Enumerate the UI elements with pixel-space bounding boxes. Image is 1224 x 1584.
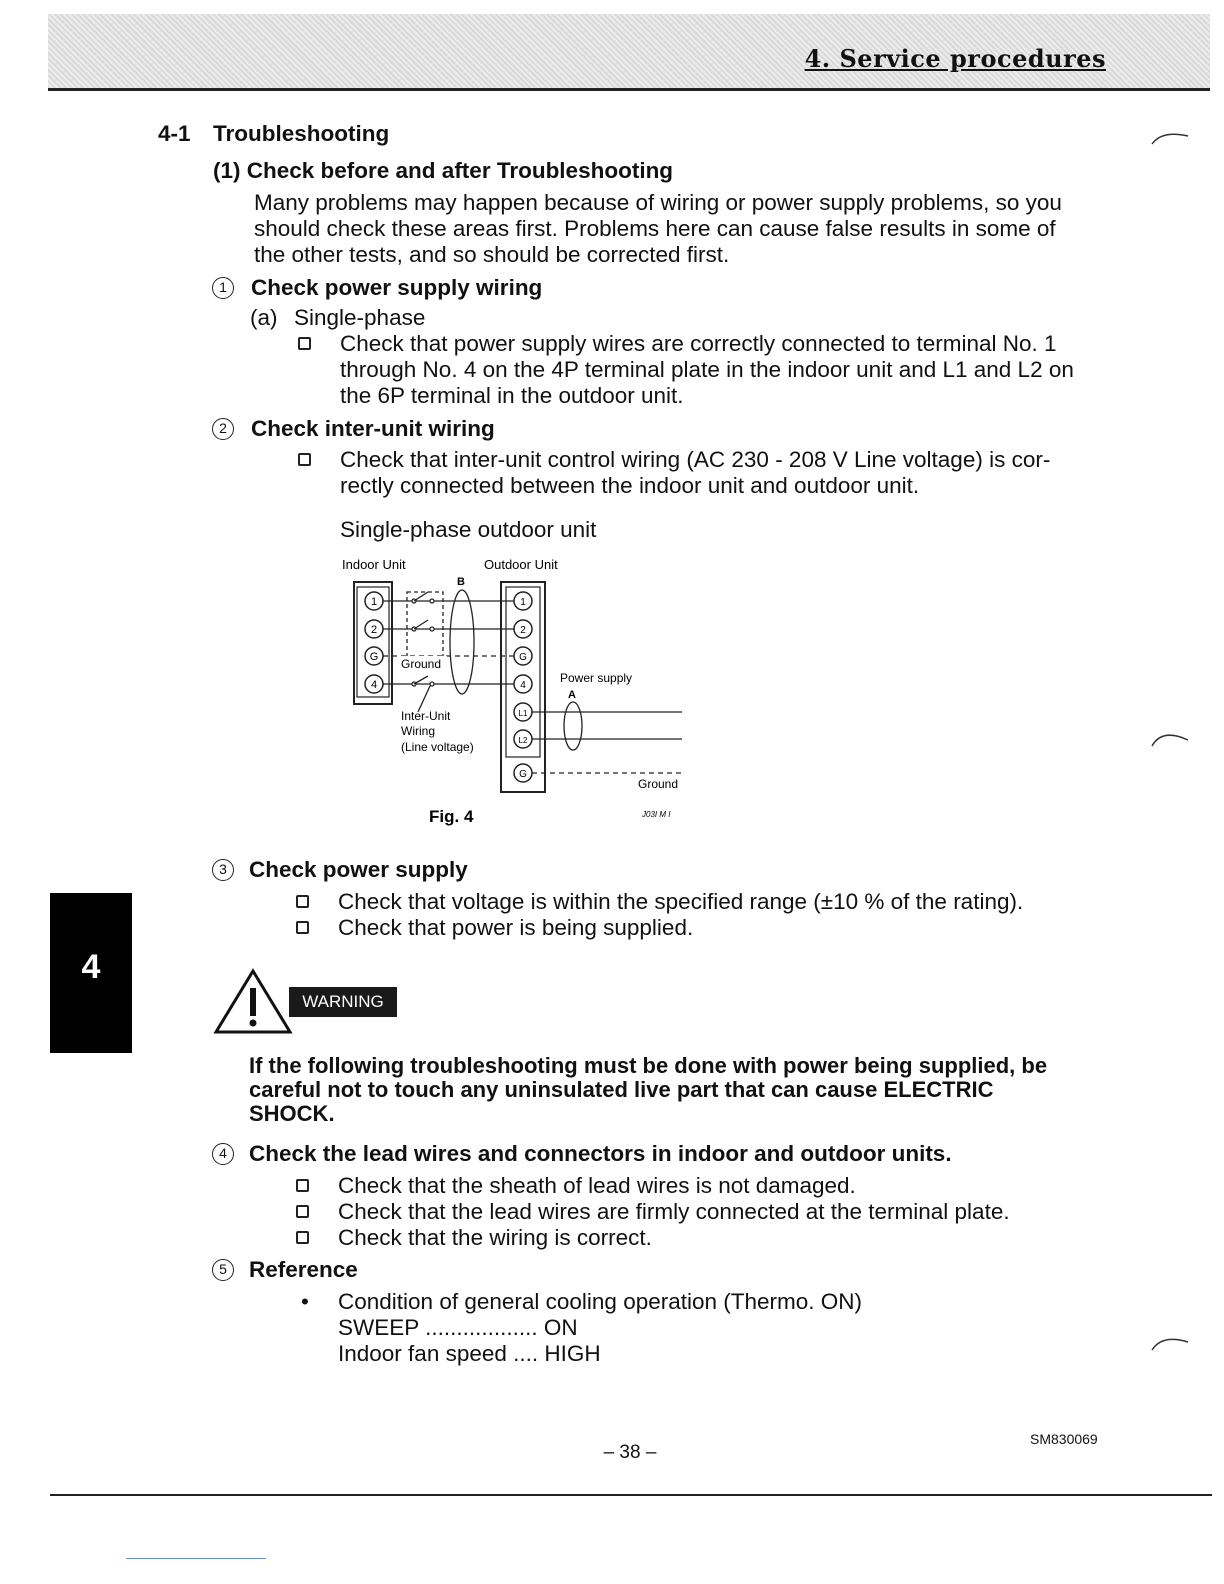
indoor-terminal-label: G <box>369 651 379 663</box>
outdoor-terminal-label: G <box>519 769 527 780</box>
footer-rule <box>50 1494 1212 1496</box>
step3-check-1: Check that voltage is within the specified range (±10 % of the rating). <box>338 889 1024 914</box>
indoor-terminal-label: 2 <box>370 624 378 636</box>
warning-text-2: careful not to touch any uninsulated live part that can cause ELECTRIC <box>249 1077 994 1102</box>
warning-label: WARNING <box>289 987 397 1017</box>
checkbox-icon <box>296 895 309 908</box>
step3-number: 3 <box>212 859 234 881</box>
checkbox-icon <box>298 453 311 466</box>
intro-line-2: should check these areas first. Problems here can cause false results in some of <box>254 216 1056 241</box>
step1-check-line-1: Check that power supply wires are correctly connected to terminal No. 1 <box>340 331 1057 356</box>
wiring-diagram <box>330 550 710 830</box>
checkbox-icon <box>296 1231 309 1244</box>
checkbox-icon <box>298 337 311 350</box>
intro-line-1: Many problems may happen because of wiring or power supply problems, so you <box>254 190 1062 215</box>
outdoor-terminal-label: 2 <box>520 625 526 636</box>
section-title: 4. Service procedures <box>804 44 1106 73</box>
step4-title: Check the lead wires and connectors in indoor and outdoor units. <box>249 1141 952 1166</box>
checkbox-icon <box>296 921 309 934</box>
outdoor-terminal-label: L1 <box>518 709 528 718</box>
warning-text-1: If the following troubleshooting must be done with power being supplied, be <box>249 1053 1048 1078</box>
outdoor-terminal-label: 4 <box>520 680 526 691</box>
warning-triangle-icon <box>213 968 293 1036</box>
reference-line-1: SWEEP .................. ON <box>338 1315 578 1340</box>
outdoor-terminal-label: G <box>519 652 527 663</box>
document-code: SM830069 <box>1030 1431 1098 1447</box>
ground-label-outdoor: Ground <box>638 777 679 791</box>
checkbox-icon <box>296 1179 309 1192</box>
step5-number: 5 <box>212 1259 234 1281</box>
fig-code: J03I M I <box>642 810 671 819</box>
step5-title: Reference <box>249 1257 358 1282</box>
outdoor-terminal-label: 1 <box>520 597 526 608</box>
step4-number: 4 <box>212 1143 234 1165</box>
indoor-terminal-label: 1 <box>370 596 378 608</box>
step1-sub-title: Single-phase <box>294 305 426 330</box>
intro-line-3: the other tests, and so should be corrected first. <box>254 242 730 267</box>
step4-check-1: Check that the sheath of lead wires is not damaged. <box>338 1173 856 1198</box>
page-number: – 38 – <box>603 1442 657 1463</box>
outdoor-terminal-label: L2 <box>518 736 528 745</box>
figure-caption-top: Single-phase outdoor unit <box>340 517 597 542</box>
step1-title: Check power supply wiring <box>251 275 543 300</box>
inter-unit-label-2: Wiring <box>401 724 436 738</box>
step1-check-line-3: the 6P terminal in the outdoor unit. <box>340 383 684 408</box>
step3-check-2: Check that power is being supplied. <box>338 915 694 940</box>
fig-label: Fig. 4 <box>429 807 474 826</box>
step1-check-line-2: through No. 4 on the 4P terminal plate in the indoor unit and L1 and L2 on <box>340 357 1074 382</box>
step2-check-line-1: Check that inter-unit control wiring (AC 230 - 208 V Line voltage) is cor- <box>340 447 1051 472</box>
section-title-text: Troubleshooting <box>213 121 390 146</box>
header-rule <box>48 88 1210 91</box>
reference-line-2: Indoor fan speed .... HIGH <box>338 1341 601 1366</box>
outdoor-unit-label: Outdoor Unit <box>484 557 558 572</box>
step2-title: Check inter-unit wiring <box>251 416 495 441</box>
a-label: A <box>568 689 576 701</box>
warning-text-3: SHOCK. <box>249 1101 335 1126</box>
chapter-tab-number: 4 <box>81 948 101 986</box>
power-supply-label: Power supply <box>560 671 633 685</box>
scan-artifact-line <box>126 1558 266 1559</box>
inter-unit-label-3: (Line voltage) <box>401 740 474 754</box>
b-label: B <box>457 576 465 588</box>
step2-number: 2 <box>212 418 234 440</box>
inter-unit-label-1: Inter-Unit <box>401 709 451 723</box>
step3-title: Check power supply <box>249 857 468 882</box>
reference-bullet: Condition of general cooling operation (Thermo. ON) <box>338 1289 863 1314</box>
indoor-unit-label: Indoor Unit <box>342 557 406 572</box>
ground-label-indoor: Ground <box>401 657 442 671</box>
subsection-title: (1) Check before and after Troubleshooting <box>213 158 674 183</box>
indoor-terminal-label: 4 <box>370 679 378 691</box>
bullet-icon: • <box>301 1289 309 1314</box>
section-number: 4-1 <box>158 121 191 146</box>
step1-sub-label: (a) <box>250 305 278 330</box>
margin-marks <box>1148 128 1192 1368</box>
step4-check-3: Check that the wiring is correct. <box>338 1225 652 1250</box>
step4-check-2: Check that the lead wires are firmly connected at the terminal plate. <box>338 1199 1010 1224</box>
step1-number: 1 <box>212 277 234 299</box>
step2-check-line-2: rectly connected between the indoor unit and outdoor unit. <box>340 473 920 498</box>
checkbox-icon <box>296 1205 309 1218</box>
